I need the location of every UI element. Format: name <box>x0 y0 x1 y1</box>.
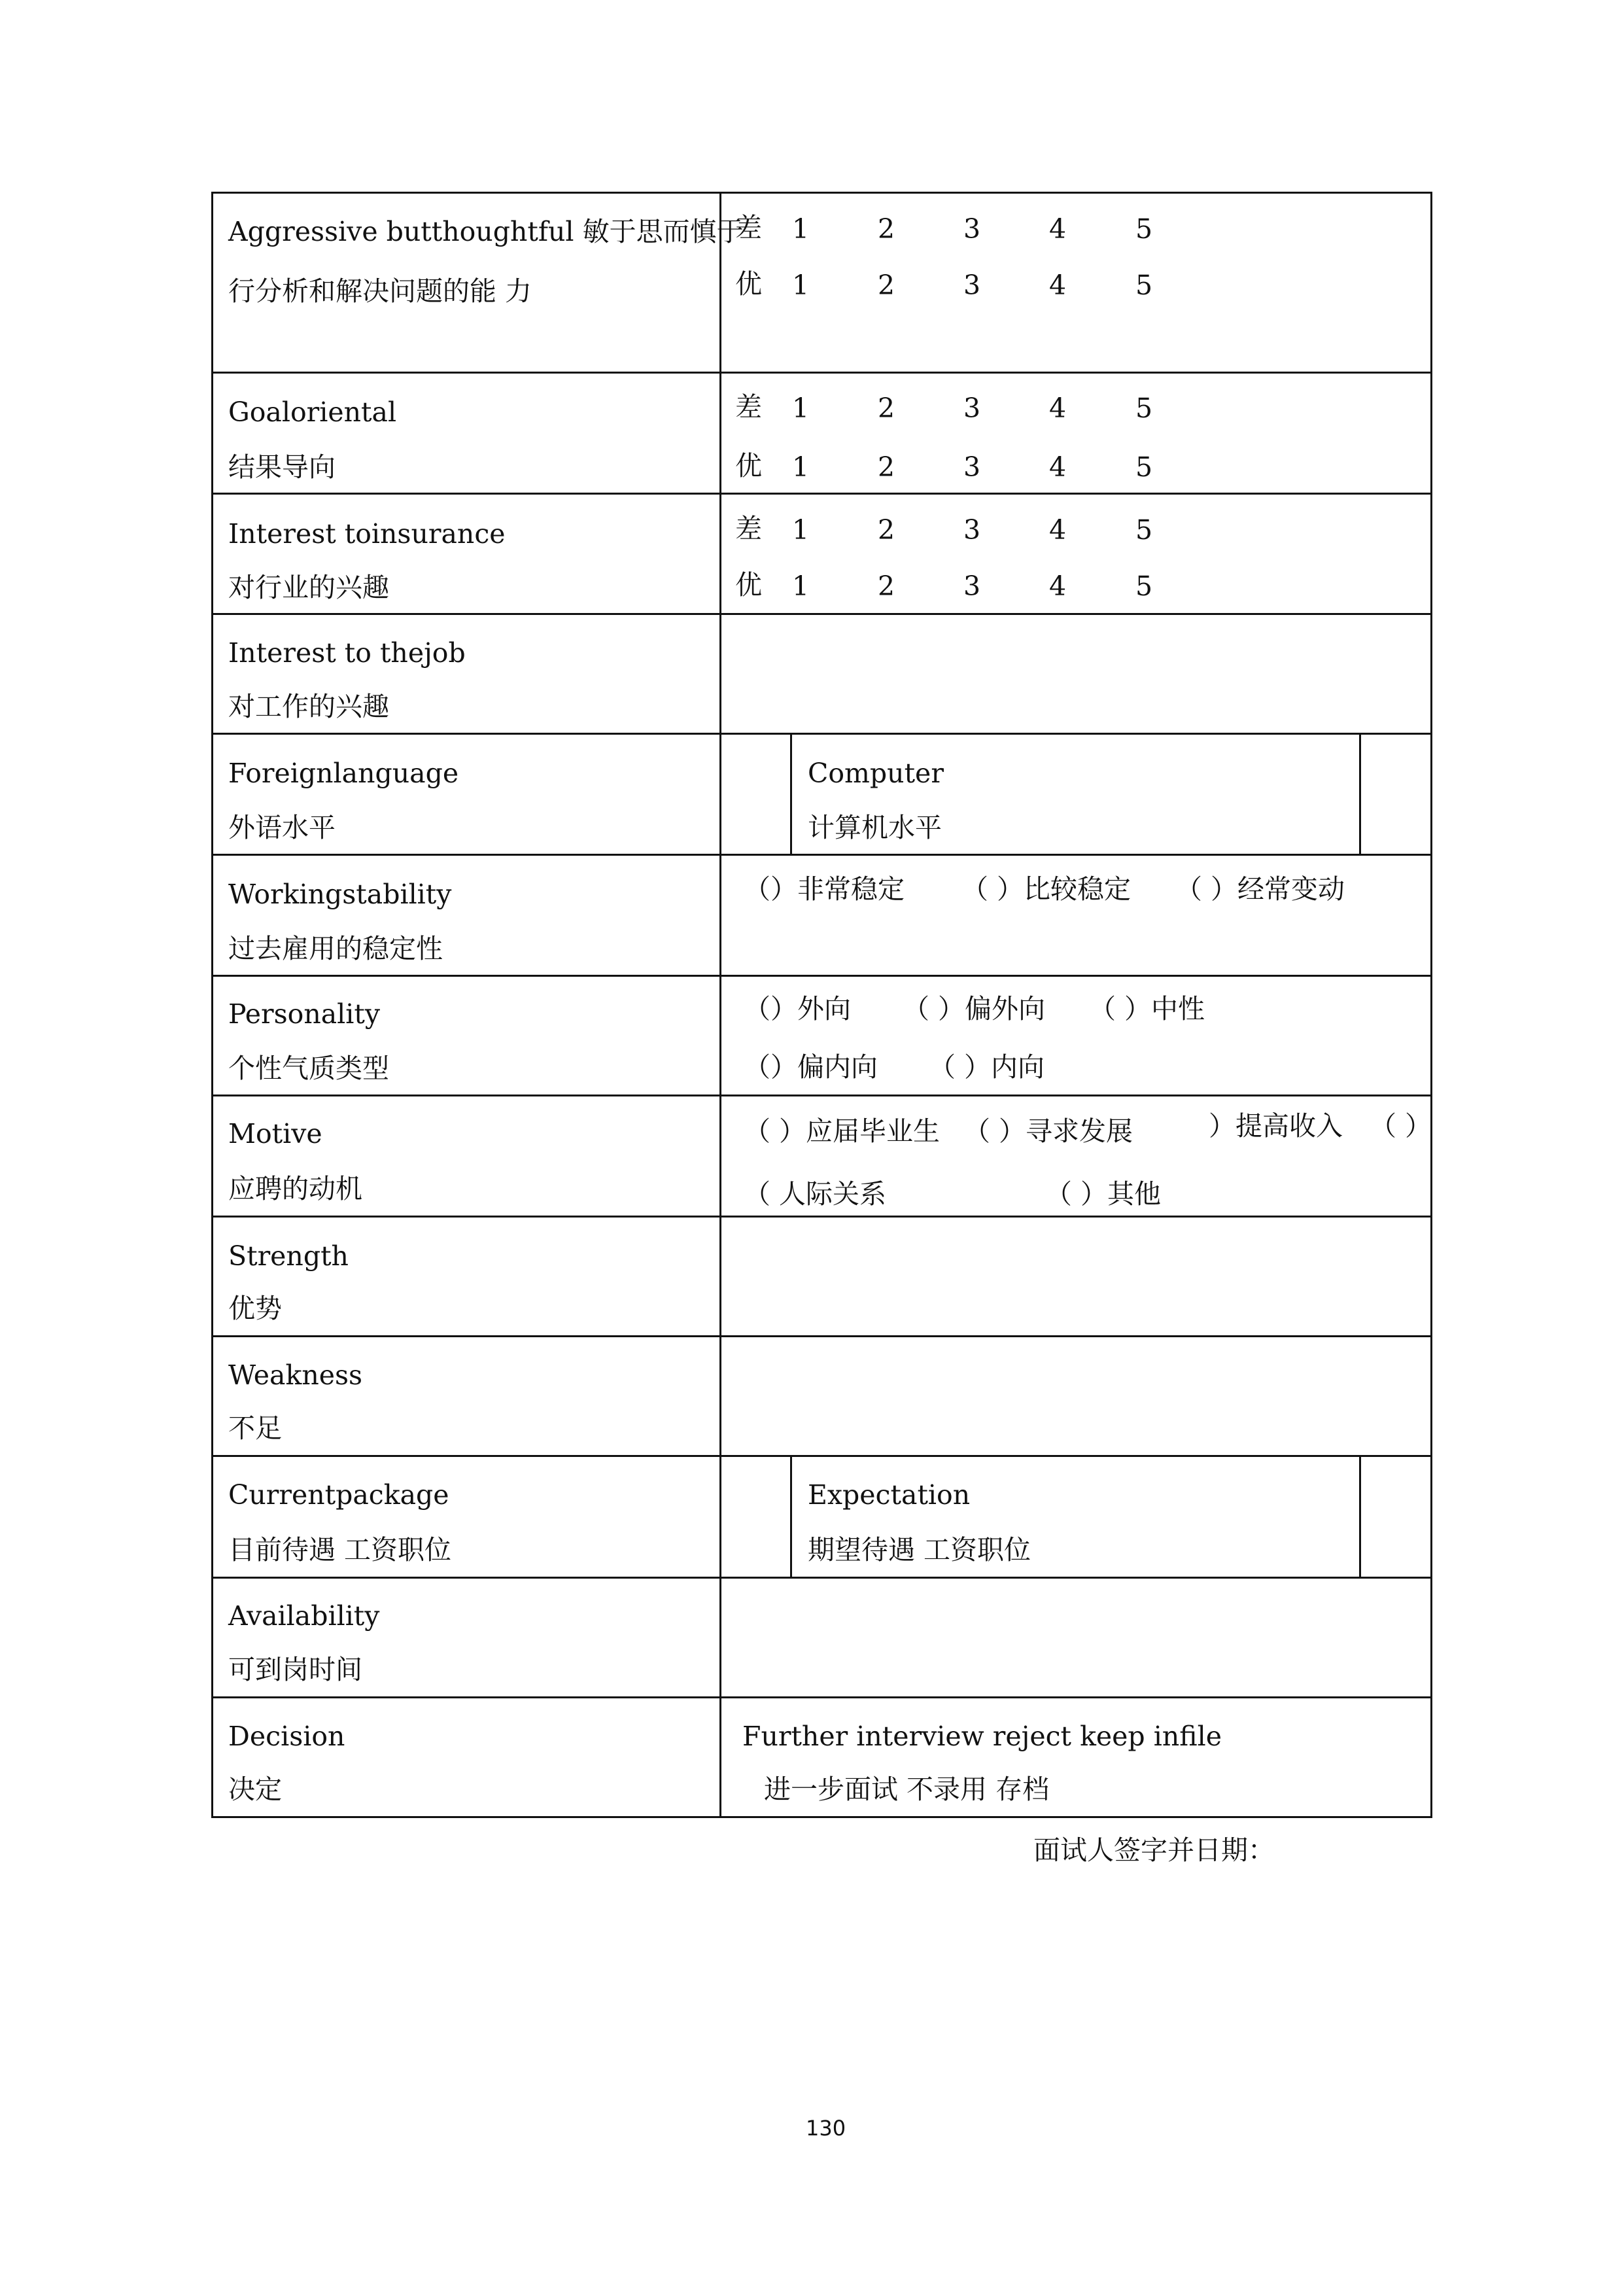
row-label-en: Personality <box>228 998 381 1030</box>
row-label-zh: 外语水平 <box>228 812 336 843</box>
table-rule <box>211 1216 1432 1218</box>
availability-field[interactable] <box>723 1580 1429 1695</box>
option-relationships[interactable]: （ 人际关系 <box>744 1178 887 1210</box>
row-label-en: Strength <box>228 1240 349 1272</box>
table-rule <box>211 613 1432 615</box>
decision-options-en[interactable]: Further interview reject keep infile <box>742 1721 1222 1752</box>
table-rule <box>719 192 721 1818</box>
rating-option[interactable]: 3 <box>963 393 981 424</box>
table-rule <box>1359 1455 1361 1577</box>
rating-option[interactable]: 2 <box>878 570 895 602</box>
option-other[interactable]: （ ）其他 <box>1045 1178 1162 1210</box>
table-rule <box>211 733 1432 735</box>
rating-option[interactable]: 1 <box>792 270 810 301</box>
row-label-en: Interest to thejob <box>228 637 466 669</box>
current-package-field[interactable] <box>723 1458 788 1575</box>
row-label-en: Weakness <box>228 1359 363 1391</box>
table-rule <box>211 1696 1432 1698</box>
rating-option[interactable]: 1 <box>792 451 810 483</box>
row-label-en: Interest toinsurance <box>228 518 506 550</box>
row-label-zh: 优势 <box>228 1293 282 1324</box>
row-label-en: Workingstability <box>228 879 452 910</box>
row-label-zh: 可到岗时间 <box>228 1654 362 1685</box>
rating-good-label: 优 <box>735 268 762 300</box>
row-label-zh: 过去雇用的稳定性 <box>228 933 443 964</box>
rating-option[interactable]: 4 <box>1049 451 1067 483</box>
option-slightly-extrovert[interactable]: （ ）偏外向 <box>903 993 1046 1025</box>
row-label-zh: 行分析和解决问题的能 力 <box>228 275 532 307</box>
rating-option[interactable]: 4 <box>1049 213 1067 245</box>
row-label-en: Decision <box>228 1721 345 1752</box>
row-label-zh: 个性气质类型 <box>228 1053 389 1084</box>
computer-field[interactable] <box>1362 736 1429 852</box>
row-label-en: Foreignlanguage <box>228 758 459 789</box>
row-label-en: Aggressive butthoughtful 敏于思而慎于 <box>228 216 744 247</box>
row-label-zh: 对工作的兴趣 <box>228 691 389 722</box>
rating-option[interactable]: 2 <box>878 393 895 424</box>
interest-job-field[interactable] <box>723 616 1429 731</box>
row-label-en: Goaloriental <box>228 396 397 428</box>
rating-poor-label: 差 <box>735 513 762 544</box>
strength-field[interactable] <box>723 1219 1429 1334</box>
rating-option[interactable]: 2 <box>878 270 895 301</box>
table-rule <box>211 493 1432 495</box>
rating-option[interactable]: 4 <box>1049 570 1067 602</box>
row-label-zh: 目前待遇 工资职位 <box>228 1534 452 1566</box>
rating-option[interactable]: 4 <box>1049 270 1067 301</box>
option-bracket-blank[interactable]: （ ） <box>1370 1110 1432 1142</box>
option-fairly-stable[interactable]: （ ）比较稳定 <box>961 873 1132 905</box>
option-higher-income[interactable]: ）提高收入 <box>1209 1110 1343 1142</box>
row-label-zh: 不足 <box>228 1412 282 1444</box>
row-label-zh: 决定 <box>228 1774 282 1805</box>
option-neutral[interactable]: （ ）中性 <box>1089 993 1205 1025</box>
table-rule <box>1359 733 1361 854</box>
table-rule <box>211 1816 1432 1818</box>
option-introvert[interactable]: （ ）内向 <box>929 1051 1045 1083</box>
rating-option[interactable]: 1 <box>792 213 810 245</box>
foreign-language-field[interactable] <box>723 736 788 852</box>
table-rule <box>211 1335 1432 1337</box>
page-number: 130 <box>806 2116 846 2141</box>
rating-option[interactable]: 5 <box>1135 213 1153 245</box>
table-rule <box>211 1577 1432 1579</box>
option-slightly-introvert[interactable]: （）偏内向 <box>744 1051 878 1083</box>
rating-option[interactable]: 3 <box>963 270 981 301</box>
decision-options-zh[interactable]: 进一步面试 不录用 存档 <box>764 1774 1050 1805</box>
table-rule <box>211 1095 1432 1096</box>
rating-option[interactable]: 5 <box>1135 451 1153 483</box>
table-rule <box>211 854 1432 856</box>
rating-good-label: 优 <box>735 450 762 482</box>
row-label-zh: 结果导向 <box>228 451 336 483</box>
rating-option[interactable]: 1 <box>792 514 810 546</box>
computer-label-zh: 计算机水平 <box>808 812 942 843</box>
computer-label-en: Computer <box>808 758 944 789</box>
weakness-field[interactable] <box>723 1339 1429 1454</box>
rating-option[interactable]: 2 <box>878 451 895 483</box>
table-rule <box>211 192 1432 194</box>
rating-option[interactable]: 4 <box>1049 514 1067 546</box>
option-often-changed[interactable]: （ ）经常变动 <box>1175 873 1345 905</box>
rating-option[interactable]: 3 <box>963 213 981 245</box>
option-new-graduate[interactable]: （ ）应届毕业生 <box>744 1115 941 1147</box>
rating-option[interactable]: 1 <box>792 570 810 602</box>
row-label-zh: 应聘的动机 <box>228 1173 362 1204</box>
expectation-label-en: Expectation <box>808 1479 971 1511</box>
row-label-zh: 对行业的兴趣 <box>228 572 389 603</box>
rating-option[interactable]: 5 <box>1135 514 1153 546</box>
rating-poor-label: 差 <box>735 212 762 243</box>
rating-option[interactable]: 3 <box>963 570 981 602</box>
table-rule <box>790 733 792 854</box>
interviewer-signature-date-label: 面试人签字并日期： <box>1033 1834 1275 1866</box>
rating-poor-label: 差 <box>735 391 762 423</box>
row-label-en: Currentpackage <box>228 1479 449 1511</box>
rating-option[interactable]: 5 <box>1135 270 1153 301</box>
table-rule <box>211 192 213 1818</box>
row-label-en: Availability <box>228 1600 380 1632</box>
option-very-stable[interactable]: （）非常稳定 <box>744 873 905 905</box>
table-rule <box>211 372 1432 374</box>
expectation-field[interactable] <box>1362 1458 1429 1575</box>
table-rule <box>790 1455 792 1577</box>
rating-option[interactable]: 4 <box>1049 393 1067 424</box>
rating-option[interactable]: 3 <box>963 514 981 546</box>
rating-option[interactable]: 2 <box>878 213 895 245</box>
rating-option[interactable]: 5 <box>1135 570 1153 602</box>
table-rule <box>211 975 1432 977</box>
table-rule <box>211 1455 1432 1457</box>
option-extrovert[interactable]: （）外向 <box>744 993 851 1025</box>
expectation-label-zh: 期望待遇 工资职位 <box>808 1534 1031 1566</box>
rating-option[interactable]: 5 <box>1135 393 1153 424</box>
rating-good-label: 优 <box>735 569 762 601</box>
rating-option[interactable]: 1 <box>792 393 810 424</box>
table-rule <box>1430 192 1432 1818</box>
row-label-en: Motive <box>228 1118 322 1149</box>
rating-option[interactable]: 2 <box>878 514 895 546</box>
option-seek-development[interactable]: （ ）寻求发展 <box>963 1115 1133 1147</box>
rating-option[interactable]: 3 <box>963 451 981 483</box>
